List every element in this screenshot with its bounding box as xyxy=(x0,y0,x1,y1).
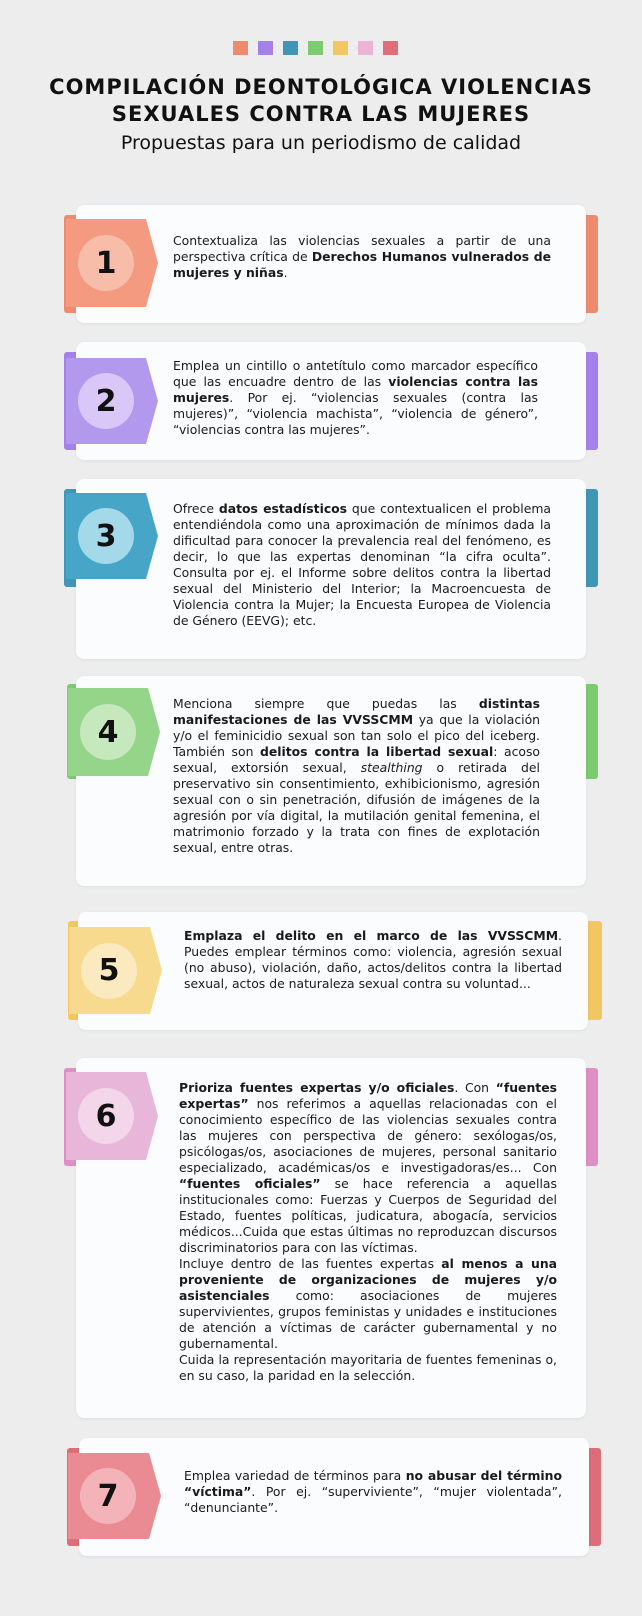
emphasis: al menos a una proveniente de organizaciones de mujeres y/o asistenciales xyxy=(179,1256,558,1303)
color-squares xyxy=(233,41,398,55)
color-square xyxy=(233,41,248,55)
title-line: COMPILACIÓN DEONTOLÓGICA VIOLENCIAS xyxy=(49,75,593,99)
emphasis: distintas manifestaciones de las VVSSCMM xyxy=(173,696,540,727)
number-badge: 1 xyxy=(78,235,134,291)
guideline-item xyxy=(0,912,642,1030)
number-badge: 5 xyxy=(81,943,137,999)
guideline-text: Ofrece datos estadísticos que contextualicen el problema entendiéndola como una aproximación de mínimos dada la dificultad para conocer la prevalencia real del fenómeno, es decir, lo que las expertas denominan “la cifra oculta”. Consulta por ej. el Informe sobre delitos contra la libertad sexual del Ministerio del Interior; la Macroencuesta de Violencia contra la Mujer; la Encuesta Europea de Violencia de Género (EEVG); etc. xyxy=(173,501,551,628)
page-subtitle: Propuestas para un periodismo de calidad xyxy=(120,132,522,154)
number-badge: 7 xyxy=(80,1468,136,1524)
guideline-item xyxy=(0,1058,642,1418)
emphasis: “fuentes oficiales” xyxy=(179,1176,321,1191)
number-badge: 6 xyxy=(78,1088,134,1144)
color-square xyxy=(308,41,323,55)
number-badge: 2 xyxy=(78,373,134,429)
color-square xyxy=(358,41,373,55)
color-square xyxy=(283,41,298,55)
color-square xyxy=(383,41,398,55)
number-badge: 4 xyxy=(80,704,136,760)
emphasis: delitos contra la libertad sexual xyxy=(259,744,494,759)
guideline-text: Prioriza fuentes expertas y/o oficiales. Con “fuentes expertas” nos referimos a aquellas relacionadas con el conocimiento específico de las violencias sexuales contra las mujeres con perspectiva de género: sexólogas/os, psicólogas/os, asociaciones de mujeres, personal sanitario especializado, académicas/os e investigadoras/es... Con “fuentes oficiales” se hace referencia a aquellas institucionales como: Fuerzas y Cuerpos de Seguridad del Estado, fuentes políticas, judicatura, abogacía, servicios médicos...Cuida que estas últimas no reproduzcan discursos discriminatorios para con las víctimas. Incluye dentro de las fuentes expertas al menos a una proveniente de organizaciones de mujeres y/o asistenciales como: asociaciones de mujeres supervivientes, grupos feministas y unidades e instituciones de atención a víctimas de carácter gubernamental y no gubernamental. Cuida la representación mayoritaria de fuentes femeninas o, en su caso, la paridad en la selección. xyxy=(179,1080,558,1383)
guideline-text: Emplea un cintillo o antetítulo como marcador específico que las encuadre dentro de las violencias contra las mujeres. Por ej. “violencias sexuales (contra las mujeres)”, “violencia machista”, “violencia de género”, “violencias contra las mujeres”. xyxy=(173,358,538,437)
guideline-item xyxy=(0,1438,642,1556)
emphasis: datos estadísticos xyxy=(218,501,348,516)
guideline-item xyxy=(0,676,642,886)
color-square xyxy=(333,41,348,55)
emphasis: violencias contra las mujeres xyxy=(173,374,538,405)
guideline-text: Contextualiza las violencias sexuales a partir de una perspectiva crítica de Derechos Humanos vulnerados de mujeres y niñas. xyxy=(173,233,551,280)
guideline-text: Menciona siempre que puedas las distintas manifestaciones de las VVSSCMM ya que la violación y/o el feminicidio sexual son tan solo el pico del iceberg. También son delitos contra la libertad sexual: acoso sexual, extorsión sexual, stealthing o retirada del preservativo sin consentimiento, exhibicionismo, agresión sexual con o sin penetración, difusión de imágenes de la agresión por vía digital, la mutilación genital femenina, el matrimonio forzado y la trata con fines de explotación sexual, entre otras. xyxy=(173,696,541,855)
guideline-item xyxy=(0,342,642,460)
emphasis: “fuentes expertas” xyxy=(179,1080,557,1111)
emphasis: no abusar del término “víctima” xyxy=(184,1468,562,1499)
page-title xyxy=(0,74,642,128)
emphasis: stealthing xyxy=(360,760,423,775)
guideline-item xyxy=(0,479,642,659)
guideline-text: Emplaza el delito en el marco de las VVSSCMM. Puedes emplear términos como: violencia, agresión sexual (no abuso), violación, daño, actos/delitos contra la libertad sexual, actos de naturaleza sexual contra su voluntad... xyxy=(184,928,562,991)
guideline-text: Emplea variedad de términos para no abusar del término “víctima”. Por ej. “superviviente”, “mujer violentada”, “denunciante”. xyxy=(184,1468,562,1515)
number-badge: 3 xyxy=(78,508,134,564)
title-line: SEXUALES CONTRA LAS MUJERES xyxy=(111,102,531,126)
guideline-item xyxy=(0,205,642,323)
emphasis: Derechos Humanos vulnerados de mujeres y niñas xyxy=(173,249,551,280)
emphasis: Prioriza fuentes expertas y/o oficiales xyxy=(179,1080,455,1095)
color-square xyxy=(258,41,273,55)
emphasis: Emplaza el delito en el marco de las VVSSCMM xyxy=(184,928,559,943)
